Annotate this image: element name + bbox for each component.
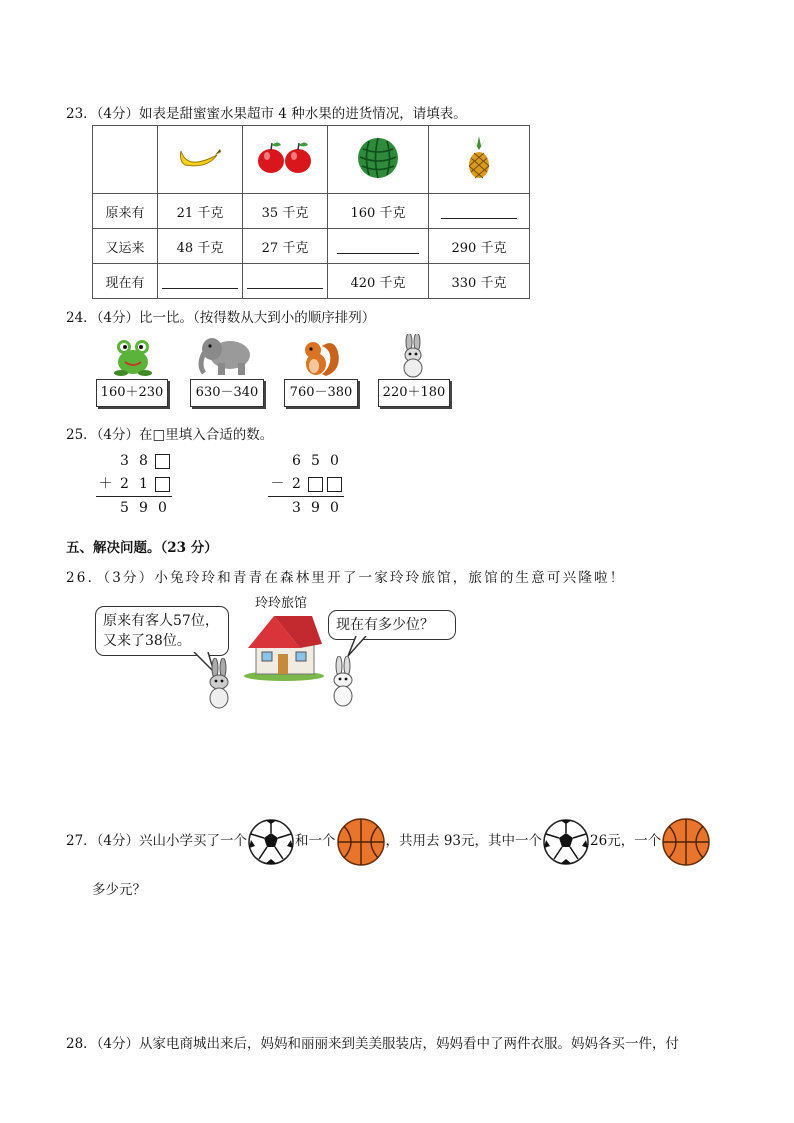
soccer-ball-icon	[542, 818, 590, 866]
hotel-house-icon	[242, 610, 326, 682]
expression-box: 220＋180	[378, 379, 450, 407]
soccer-ball-icon	[247, 818, 295, 866]
expression-box: 630－340	[190, 379, 264, 407]
table-cell: 290 千克	[429, 229, 530, 264]
digit: 2	[120, 476, 129, 492]
q23-text: 23．（4分）如表是甜蜜蜜水果超市 4 种水果的进货情况，请填表。	[66, 106, 467, 122]
table-cell: 160 千克	[328, 194, 429, 229]
answer-blank[interactable]	[429, 194, 530, 229]
basketball-icon	[661, 817, 711, 867]
digit: 5	[120, 500, 129, 516]
bubble-text: 原来有客人57位，	[103, 613, 219, 629]
digit: 5	[311, 453, 320, 469]
answer-box[interactable]	[327, 477, 342, 492]
rabbit-icon	[328, 656, 358, 710]
digit: 8	[139, 453, 148, 469]
answer-box[interactable]	[155, 454, 170, 469]
q27-text: ，共用去 93元，其中一个	[385, 833, 543, 849]
table-cell: 27 千克	[243, 229, 328, 264]
row-label: 原来有	[93, 194, 158, 229]
q27-line	[66, 816, 711, 866]
digit: 9	[139, 500, 148, 516]
fruit-table	[92, 125, 530, 299]
speech-bubble-right: 现在有多少位？	[328, 610, 456, 640]
plus-sign: ＋	[98, 476, 113, 492]
section-title: 五、解决问题。（23 分）	[66, 540, 218, 556]
digit: 0	[330, 500, 339, 516]
q24-text: 24．（4分）比一比。（按得数从大到小的顺序排列）	[66, 310, 376, 326]
q25-text: 25．（4分）在□里填入合适的数。	[66, 427, 274, 443]
table-header-empty	[93, 126, 158, 194]
answer-box[interactable]	[155, 477, 170, 492]
expression-box: 760－380	[284, 379, 358, 407]
table-cell: 48 千克	[158, 229, 243, 264]
q27-text: 和一个	[295, 833, 336, 849]
banana-icon	[158, 126, 243, 194]
hotel-name: 玲玲旅馆	[255, 596, 308, 611]
answer-blank[interactable]	[243, 264, 328, 299]
digit: 3	[292, 500, 301, 516]
q27-text: 27．（4分）兴山小学买了一个	[66, 833, 248, 849]
rabbit-icon	[398, 334, 428, 378]
vertical-subtraction	[268, 450, 344, 520]
basketball-icon	[336, 817, 386, 867]
digit: 0	[330, 453, 339, 469]
squirrel-icon	[296, 336, 344, 378]
bubble-tail-icon	[346, 636, 372, 658]
q26-text: 26．（3分）小兔玲玲和青青在森林里开了一家玲玲旅馆，旅馆的生意可兴隆啦！	[66, 570, 626, 586]
digit: 1	[139, 476, 148, 492]
q27-text-end: 多少元？	[92, 882, 146, 898]
answer-box[interactable]	[308, 477, 323, 492]
q26-illustration	[92, 590, 442, 716]
table-cell: 21 千克	[158, 194, 243, 229]
q27-text: 26元，一个	[590, 833, 662, 849]
answer-blank[interactable]	[158, 264, 243, 299]
frog-icon	[112, 336, 154, 376]
bubble-text: 又来了38位。	[103, 633, 191, 649]
minus-sign: －	[270, 476, 285, 492]
watermelon-icon	[328, 126, 429, 194]
expression-box: 160＋230	[96, 379, 168, 407]
table-cell: 35 千克	[243, 194, 328, 229]
table-cell: 420 千克	[328, 264, 429, 299]
speech-bubble-left	[95, 606, 229, 656]
q28-text: 28．（4分）从家电商城出来后，妈妈和丽丽来到美美服装店，妈妈看中了两件衣服。妈妈各买一件，付	[66, 1036, 680, 1052]
digit: 6	[292, 453, 301, 469]
pineapple-icon	[429, 126, 530, 194]
row-label: 又运来	[93, 229, 158, 264]
digit: 9	[311, 500, 320, 516]
digit: 0	[158, 500, 167, 516]
apples-icon	[243, 126, 328, 194]
elephant-icon	[196, 333, 256, 377]
digit: 3	[120, 453, 129, 469]
table-cell: 330 千克	[429, 264, 530, 299]
row-label: 现在有	[93, 264, 158, 299]
answer-blank[interactable]	[328, 229, 429, 264]
vertical-addition	[96, 450, 172, 520]
digit: 2	[292, 476, 301, 492]
rabbit-icon	[204, 658, 234, 710]
